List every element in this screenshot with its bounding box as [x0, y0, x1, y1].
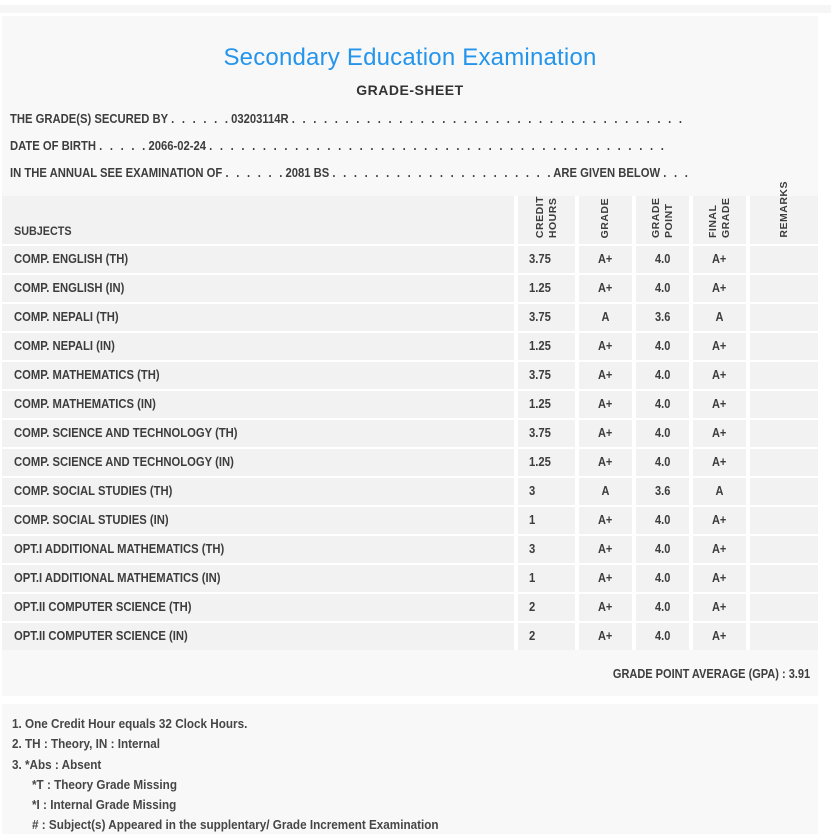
col-header-remarks: REMARKS — [750, 196, 818, 244]
table-row — [2, 275, 818, 302]
cell-credit: 3 — [518, 478, 575, 505]
cell-point: 4.0 — [636, 362, 689, 389]
cell-credit: 3.75 — [518, 246, 575, 273]
cell-remarks — [750, 362, 818, 389]
cell-final: A+ — [693, 594, 746, 621]
cell-point: 4.0 — [636, 449, 689, 476]
cell-final: A+ — [693, 362, 746, 389]
cell-grade: A+ — [579, 594, 632, 621]
dotted-leader: . . . . . . . . . . . . . . . . . . . . . . . . . . . . . . . . . . . . . . . . . . . — [209, 139, 664, 153]
cell-final: A — [693, 304, 746, 331]
page-title: Secondary Education Examination — [223, 44, 597, 71]
info-label: IN THE ANNUAL SEE EXAMINATION OF — [10, 166, 223, 180]
footnote-theory-missing: *T : Theory Grade Missing — [32, 776, 177, 792]
cell-final: A+ — [693, 623, 746, 650]
cell-remarks — [750, 594, 818, 621]
col-header-final-grade: FINAL GRADE — [693, 196, 746, 244]
cell-final: A+ — [693, 246, 746, 273]
top-strip — [0, 5, 831, 13]
cell-credit: 3.75 — [518, 304, 575, 331]
cell-remarks — [750, 275, 818, 302]
footnote-th-in: 2. TH : Theory, IN : Internal — [12, 736, 161, 752]
cell-subject: COMP. SOCIAL STUDIES (TH) — [2, 478, 514, 505]
cell-subject: OPT.I ADDITIONAL MATHEMATICS (TH) — [2, 536, 514, 563]
candidate-info — [10, 106, 814, 187]
cell-credit: 1 — [518, 565, 575, 592]
table-row — [2, 362, 818, 389]
cell-final: A — [693, 478, 746, 505]
table-row — [2, 565, 818, 592]
footnote-abs: 3. *Abs : Absent — [12, 756, 102, 772]
cell-subject: COMP. SOCIAL STUDIES (IN) — [2, 507, 514, 534]
cell-grade: A+ — [579, 246, 632, 273]
cell-subject: COMP. ENGLISH (IN) — [2, 275, 514, 302]
footnote-supplementary: # : Subject(s) Appeared in the supplentary/ Grade Increment Examination — [32, 817, 439, 833]
cell-point: 4.0 — [636, 536, 689, 563]
col-header-credit-hours: CREDIT HOURS — [518, 196, 575, 244]
cell-grade: A+ — [579, 275, 632, 302]
info-label: THE GRADE(S) SECURED BY — [10, 112, 168, 126]
cell-remarks — [750, 565, 818, 592]
cell-credit: 3 — [518, 536, 575, 563]
cell-final: A+ — [693, 391, 746, 418]
info-label: DATE OF BIRTH — [10, 139, 97, 153]
dotted-leader: . . . . . — [99, 139, 146, 153]
info-line-date-of-birth — [10, 133, 814, 160]
cell-grade: A — [579, 478, 632, 505]
cell-remarks — [750, 536, 818, 563]
dotted-leader: . . . . . . — [171, 112, 228, 126]
info-line-exam-year — [10, 160, 814, 187]
footnotes-panel — [2, 704, 818, 834]
cell-subject: COMP. MATHEMATICS (IN) — [2, 391, 514, 418]
cell-credit: 1.25 — [518, 275, 575, 302]
cell-point: 4.0 — [636, 565, 689, 592]
cell-remarks — [750, 507, 818, 534]
cell-final: A+ — [693, 565, 746, 592]
cell-final: A+ — [693, 333, 746, 360]
cell-subject: COMP. ENGLISH (TH) — [2, 246, 514, 273]
cell-final: A+ — [693, 507, 746, 534]
cell-grade: A+ — [579, 507, 632, 534]
cell-point: 4.0 — [636, 623, 689, 650]
main-panel — [2, 16, 818, 696]
info-line-symbol-number — [10, 106, 814, 133]
cell-point: 3.6 — [636, 304, 689, 331]
cell-grade: A+ — [579, 565, 632, 592]
table-row — [2, 623, 818, 650]
dotted-leader: . . . . . . . . . . . . . . . . . . . . . — [332, 166, 551, 180]
cell-remarks — [750, 449, 818, 476]
col-header-subjects: SUBJECTS — [2, 196, 514, 244]
cell-point: 4.0 — [636, 594, 689, 621]
cell-subject: OPT.II COMPUTER SCIENCE (IN) — [2, 623, 514, 650]
cell-point: 4.0 — [636, 507, 689, 534]
table-row — [2, 507, 818, 534]
col-header-grade: GRADE — [579, 196, 632, 244]
cell-final: A+ — [693, 536, 746, 563]
cell-grade: A+ — [579, 391, 632, 418]
date-of-birth-value: 2066-02-24 — [148, 139, 207, 153]
cell-final: A+ — [693, 420, 746, 447]
cell-credit: 2 — [518, 594, 575, 621]
table-row — [2, 536, 818, 563]
cell-credit: 3.75 — [518, 362, 575, 389]
col-header-grade-point: GRADE POINT — [636, 196, 689, 244]
table-row — [2, 391, 818, 418]
dotted-leader: . . . . . . — [225, 166, 283, 180]
grades-table — [2, 181, 818, 650]
cell-remarks — [750, 391, 818, 418]
cell-credit: 2 — [518, 623, 575, 650]
cell-remarks — [750, 420, 818, 447]
symbol-number-value: 03203114R — [231, 112, 289, 126]
footnote-internal-missing: *I : Internal Grade Missing — [32, 797, 177, 813]
grade-sheet-heading: GRADE-SHEET — [356, 82, 464, 98]
cell-point: 4.0 — [636, 391, 689, 418]
cell-credit: 1.25 — [518, 391, 575, 418]
gpa-line: GRADE POINT AVERAGE (GPA) : 3.91 — [612, 667, 810, 681]
info-label-suffix: ARE GIVEN BELOW — [553, 166, 661, 180]
table-row — [2, 420, 818, 447]
cell-final: A+ — [693, 275, 746, 302]
exam-year-value: 2081 BS — [285, 166, 330, 180]
cell-grade: A+ — [579, 420, 632, 447]
table-row — [2, 594, 818, 621]
footnote-credit-hours: 1. One Credit Hour equals 32 Clock Hours. — [12, 716, 248, 731]
cell-subject: COMP. SCIENCE AND TECHNOLOGY (TH) — [2, 420, 514, 447]
cell-point: 4.0 — [636, 246, 689, 273]
cell-credit: 3.75 — [518, 420, 575, 447]
cell-grade: A+ — [579, 362, 632, 389]
table-body — [2, 246, 818, 650]
table-row — [2, 449, 818, 476]
cell-point: 4.0 — [636, 333, 689, 360]
cell-subject: COMP. NEPALI (TH) — [2, 304, 514, 331]
cell-credit: 1.25 — [518, 333, 575, 360]
cell-remarks — [750, 246, 818, 273]
dotted-leader: . . . — [663, 166, 688, 180]
table-row — [2, 246, 818, 273]
cell-remarks — [750, 333, 818, 360]
cell-point: 3.6 — [636, 478, 689, 505]
table-row — [2, 333, 818, 360]
dotted-leader: . . . . . . . . . . . . . . . . . . . . . . . . . . . . . . . . . . . . . — [291, 112, 682, 126]
cell-grade: A+ — [579, 536, 632, 563]
cell-grade: A — [579, 304, 632, 331]
cell-subject: COMP. SCIENCE AND TECHNOLOGY (IN) — [2, 449, 514, 476]
cell-remarks — [750, 478, 818, 505]
table-header-row — [2, 181, 818, 244]
cell-credit: 1.25 — [518, 449, 575, 476]
cell-subject: COMP. NEPALI (IN) — [2, 333, 514, 360]
cell-point: 4.0 — [636, 275, 689, 302]
cell-grade: A+ — [579, 449, 632, 476]
cell-subject: OPT.I ADDITIONAL MATHEMATICS (IN) — [2, 565, 514, 592]
table-row — [2, 478, 818, 505]
cell-grade: A+ — [579, 333, 632, 360]
cell-final: A+ — [693, 449, 746, 476]
cell-grade: A+ — [579, 623, 632, 650]
cell-remarks — [750, 623, 818, 650]
cell-subject: OPT.II COMPUTER SCIENCE (TH) — [2, 594, 514, 621]
cell-subject: COMP. MATHEMATICS (TH) — [2, 362, 514, 389]
cell-credit: 1 — [518, 507, 575, 534]
cell-remarks — [750, 304, 818, 331]
table-row — [2, 304, 818, 331]
cell-point: 4.0 — [636, 420, 689, 447]
